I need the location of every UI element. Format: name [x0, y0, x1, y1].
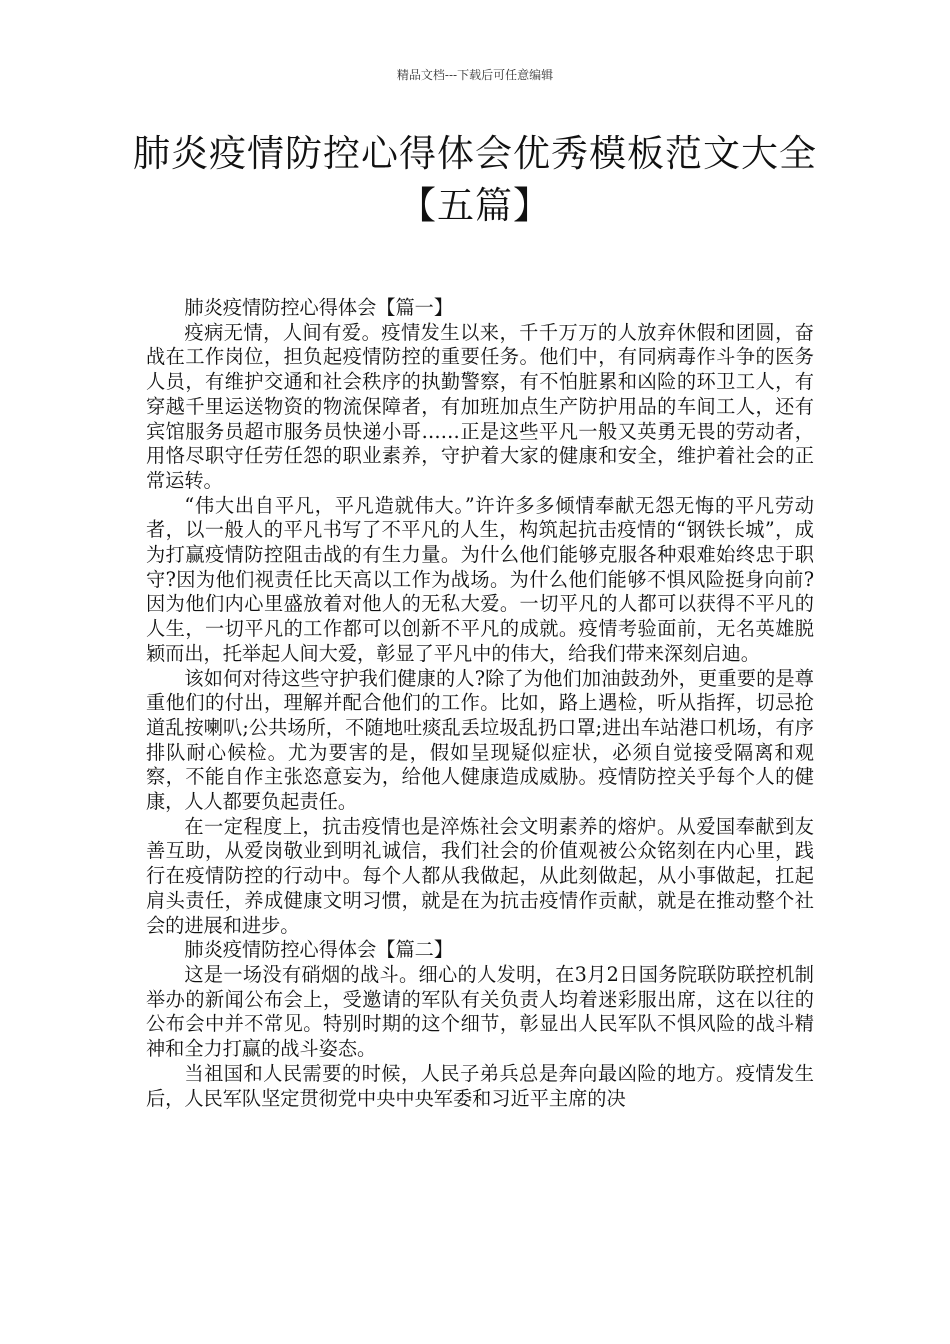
paragraph: 这是一场没有硝烟的战斗。细心的人发明，在3月2日国务院联防联控机制举办的新闻公布会上，受邀请的军队有关负责人均着迷彩服出席，这在以往的公布会中并不常见。特别时期的这个细节，彰显出人民军队不惧风险的战斗精神和全力打赢的战斗姿态。	[146, 962, 814, 1061]
paragraph: 在一定程度上，抗击疫情也是淬炼社会文明素养的熔炉。从爱国奉献到友善互助，从爱岗敬业到明礼诚信，我们社会的价值观被公众铭刻在内心里，践行在疫情防控的行动中。每个人都从我做起，从此刻做起，从小事做起，扛起肩头责任，养成健康文明习惯，就是在为抗击疫情作贡献，就是在推动整个社会的进展和进步。	[146, 814, 814, 937]
paragraph: 当祖国和人民需要的时候，人民子弟兵总是奔向最凶险的地方。疫情发生后，人民军队坚定贯彻党中央中央军委和习近平主席的决	[146, 1061, 814, 1110]
paragraph: “伟大出自平凡，平凡造就伟大。”许许多多倾情奉献无怨无悔的平凡劳动者，以一般人的平凡书写了不平凡的人生，构筑起抗击疫情的“钢铁长城”，成为打赢疫情防控阻击战的有生力量。为什么他们能够克服各种艰难始终忠于职守?因为他们视责任比天高以工作为战场。为什么他们能够不惧风险挺身向前?因为他们内心里盛放着对他人的无私大爱。一切平凡的人都可以获得不平凡的人生，一切平凡的工作都可以创新不平凡的成就。疫情考验面前，无名英雄脱颖而出，托举起人间大爱，彰显了平凡中的伟大，给我们带来深刻启迪。	[146, 493, 814, 665]
document-title: 肺炎疫情防控心得体会优秀模板范文大全【五篇】	[133, 132, 817, 227]
header-note: 精品文档---下载后可任意编辑	[396, 68, 554, 82]
section-heading-1: 肺炎疫情防控心得体会【篇一】	[184, 296, 454, 319]
section-heading-2: 肺炎疫情防控心得体会【篇二】	[184, 938, 454, 962]
paragraph: 该如何对待这些守护我们健康的人?除了为他们加油鼓劲外，更重要的是尊重他们的付出，理解并配合他们的工作。比如，路上遇检，听从指挥，切忌抢道乱按喇叭;公共场所，不随地吐痰乱丢垃圾乱扔口罩;进出车站港口机场，有序排队耐心候检。尤为要害的是，假如呈现疑似症状，必须自觉接受隔离和观察，不能自作主张恣意妄为，给他人健康造成威胁。疫情防控关乎每个人的健康，人人都要负起责任。	[146, 666, 814, 814]
paragraph: 疫病无情，人间有爱。疫情发生以来，千千万万的人放弃休假和团圆，奋战在工作岗位，担负起疫情防控的重要任务。他们中，有同病毒作斗争的医务人员，有维护交通和社会秩序的执勤警察，有不怕脏累和凶险的环卫工人，有穿越千里运送物资的物流保障者，有加班加点生产防护用品的车间工人，还有宾馆服务员超市服务员快递小哥……正是这些平凡一般又英勇无畏的劳动者，用恪尽职守任劳任怨的职业素养，守护着大家的健康和安全，维护着社会的正常运转。	[146, 320, 814, 492]
document-body	[146, 296, 814, 1111]
